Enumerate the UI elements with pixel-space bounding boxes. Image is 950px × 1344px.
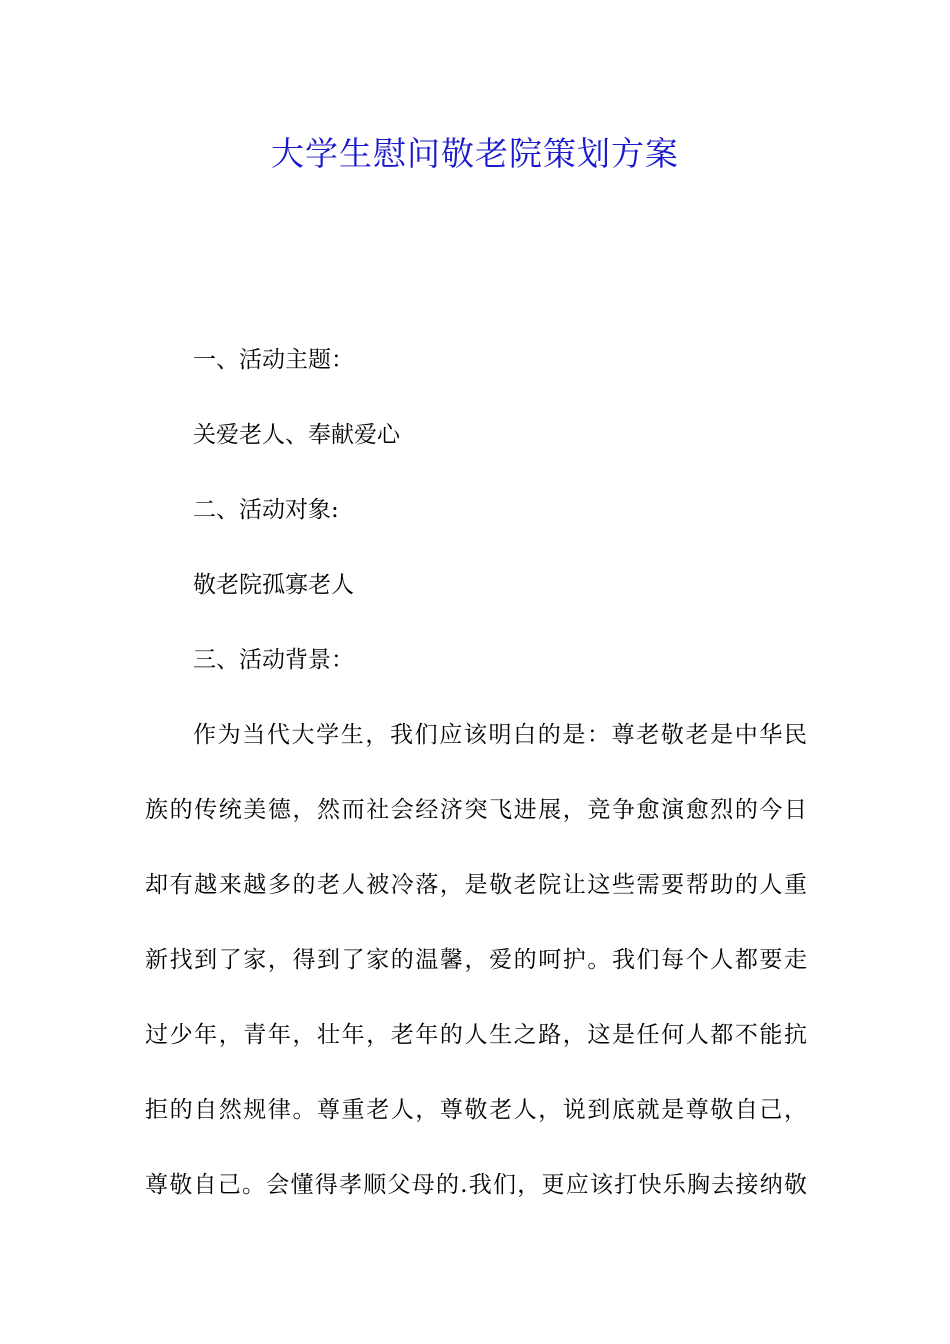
paragraph-line: 拒的自然规律。尊重老人，尊敬老人，说到底就是尊敬自己， (145, 1097, 807, 1123)
section-text-theme: 关爱老人、奉献爱心 (193, 422, 400, 448)
section-heading-target: 二、活动对象: (193, 497, 339, 523)
paragraph-line: 作为当代大学生，我们应该明白的是：尊老敬老是中华民 (193, 722, 807, 748)
paragraph-line: 却有越来越多的老人被冷落，是敬老院让这些需要帮助的人重 (145, 872, 807, 898)
paragraph-line: 过少年，青年，壮年，老年的人生之路，这是任何人都不能抗 (145, 1022, 807, 1048)
paragraph-line: 新找到了家，得到了家的温馨，爱的呵护。我们每个人都要走 (145, 947, 807, 973)
section-heading-background: 三、活动背景： (193, 647, 354, 673)
paragraph-line: 尊敬自己。会懂得孝顺父母的.我们，更应该打快乐胸去接纳敬 (145, 1172, 807, 1198)
section-text-target: 敬老院孤寡老人 (193, 572, 354, 598)
paragraph-line: 族的传统美德，然而社会经济突飞进展，竞争愈演愈烈的今日 (145, 797, 807, 823)
section-heading-theme: 一、活动主题： (193, 347, 354, 373)
document-title: 大学生慰问敬老院策划方案 (271, 134, 679, 173)
